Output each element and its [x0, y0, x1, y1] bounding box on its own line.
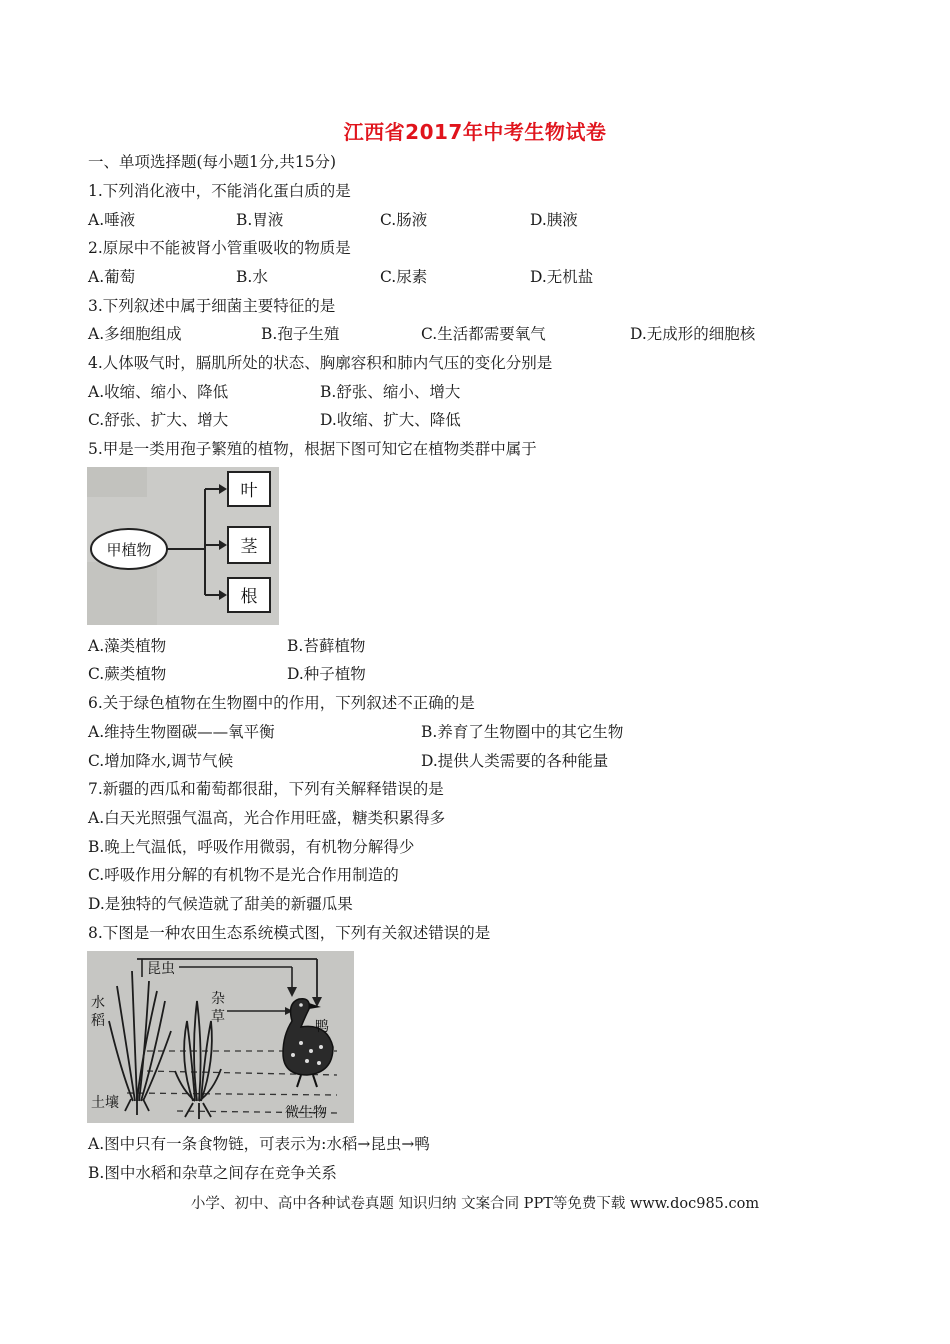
q7-option-a: A.白天光照强气温高，光合作用旺盛，糖类积累得多	[88, 809, 446, 827]
insect-label: 昆虫	[147, 961, 175, 977]
soil-label: 土壤	[91, 1095, 119, 1111]
page-footer: 小学、初中、高中各种试卷真题 知识归纳 文案合同 PPT等免费下载 www.doc985.com	[190, 1196, 760, 1212]
q2-option-b: B.水	[236, 268, 268, 286]
q2-option-d: D.无机盐	[530, 268, 594, 286]
figure-8-svg	[87, 951, 354, 1123]
q6-option-d: D.提供人类需要的各种能量	[421, 752, 609, 770]
q7-option-c: C.呼吸作用分解的有机物不是光合作用制造的	[88, 866, 399, 884]
q6-option-c: C.增加降水,调节气候	[88, 752, 234, 770]
q4-option-b: B.舒张、缩小、增大	[320, 383, 461, 401]
question-2-stem: 2.原尿中不能被肾小管重吸收的物质是	[88, 239, 351, 257]
question-7-stem: 7.新疆的西瓜和葡萄都很甜，下列有关解释错误的是	[88, 780, 444, 798]
question-1-stem: 1.下列消化液中，不能消化蛋白质的是	[88, 182, 351, 200]
rice-label-1: 水	[91, 995, 105, 1011]
question-5-stem: 5.甲是一类用孢子繁殖的植物，根据下图可知它在植物类群中属于	[88, 440, 537, 458]
q6-option-a: A.维持生物圈碳——氧平衡	[88, 723, 275, 741]
q8-option-b: B.图中水稻和杂草之间存在竞争关系	[88, 1164, 337, 1182]
section-heading: 一、单项选择题(每小题1分,共15分)	[88, 153, 337, 171]
q1-option-c: C.肠液	[380, 211, 428, 229]
q1-option-b: B.胃液	[236, 211, 284, 229]
weed-label-1: 杂	[211, 991, 225, 1007]
q2-option-c: C.尿素	[380, 268, 428, 286]
q1-option-d: D.胰液	[530, 211, 578, 229]
leaf-label: 叶	[240, 481, 258, 501]
microbe-label: 微生物	[285, 1105, 327, 1121]
question-8-stem: 8.下图是一种农田生态系统模式图，下列有关叙述错误的是	[88, 924, 491, 942]
q3-option-c: C.生活都需要氧气	[421, 325, 546, 343]
page-title: 江西省2017年中考生物试卷	[343, 120, 607, 144]
q7-option-b: B.晚上气温低，呼吸作用微弱，有机物分解得少	[88, 838, 415, 856]
q3-option-b: B.孢子生殖	[261, 325, 340, 343]
q6-option-b: B.养育了生物圈中的其它生物	[421, 723, 624, 741]
stem-label: 茎	[240, 537, 258, 557]
duck-label: 鸭	[315, 1019, 329, 1035]
q7-option-d: D.是独特的气候造就了甜美的新疆瓜果	[88, 895, 353, 913]
question-3-stem: 3.下列叙述中属于细菌主要特征的是	[88, 297, 336, 315]
rice-label-2: 稻	[91, 1013, 105, 1029]
q5-option-b: B.苔藓植物	[287, 637, 366, 655]
q5-option-d: D.种子植物	[287, 665, 366, 683]
figure-5-plant-diagram	[87, 467, 279, 625]
q4-option-c: C.舒张、扩大、增大	[88, 411, 229, 429]
q4-option-d: D.收缩、扩大、降低	[320, 411, 461, 429]
question-4-stem: 4.人体吸气时，膈肌所处的状态、胸廓容积和肺内气压的变化分别是	[88, 354, 553, 372]
figure-8-ecosystem-diagram	[87, 951, 354, 1123]
q3-option-a: A.多细胞组成	[88, 325, 182, 343]
q5-option-c: C.蕨类植物	[88, 665, 167, 683]
q5-option-a: A.藻类植物	[88, 637, 167, 655]
root-label: 根	[240, 587, 258, 607]
weed-label-2: 草	[211, 1009, 225, 1025]
q8-option-a: A.图中只有一条食物链，可表示为:水稻→昆虫→鸭	[88, 1135, 430, 1153]
q2-option-a: A.葡萄	[88, 268, 136, 286]
figure-5-svg	[87, 467, 279, 625]
center-label: 甲植物	[106, 541, 152, 559]
q3-option-d: D.无成形的细胞核	[630, 325, 756, 343]
question-6-stem: 6.关于绿色植物在生物圈中的作用，下列叙述不正确的是	[88, 694, 475, 712]
q4-option-a: A.收缩、缩小、降低	[88, 383, 229, 401]
q1-option-a: A.唾液	[88, 211, 136, 229]
